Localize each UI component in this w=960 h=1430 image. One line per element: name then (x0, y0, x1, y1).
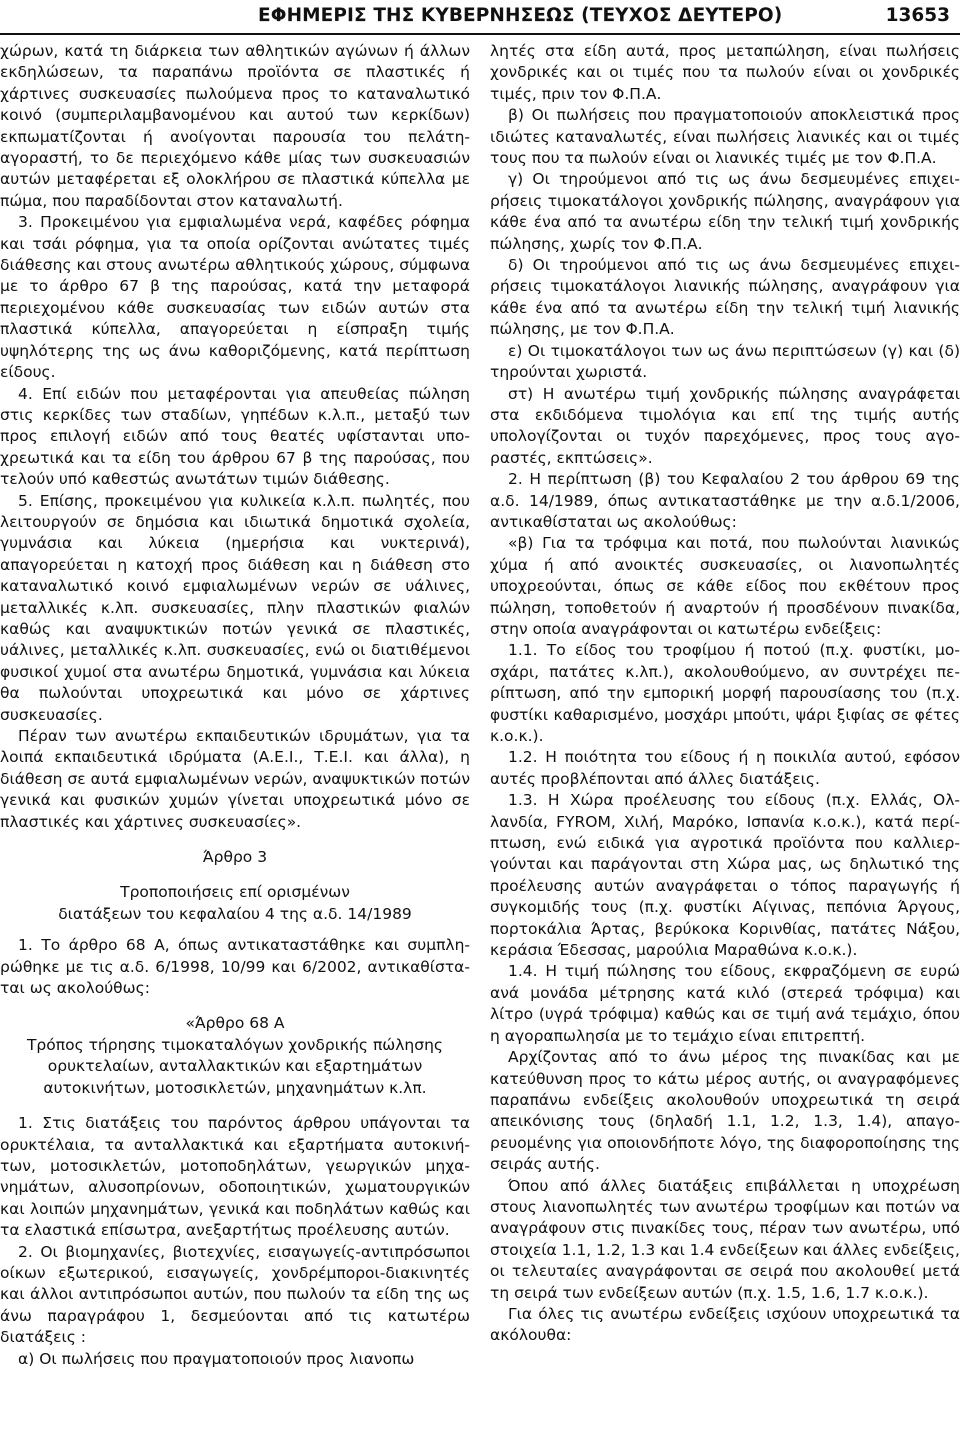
paragraph: 5. Επίσης, προκειμένου για κυλικεία κ.λ.π. πωλητές, που λειτουργούν σε δημόσια και ιδιωτικά δημοτικά σχολεία, γυμνάσια και λύκεια (ημερήσια και νυκτερινά), απαγορεύεται η κατοχή προς διάθεση και η διάθεση στο καταναλωτικό κοινό εμφιαλωμένων νερών σε υάλινες, μεταλλικές κ.λπ. συσκευασίες, πλην πλαστικών φιαλών καθώς και αναψυκτικών ποτών γενικά σε πλαστικές, υάλινες, μεταλλικές κ.λπ. συσκευασίες, ενώ οι διατιθέμενοι φυσικοί χυμοί στα ανωτέρω δημοτικά, γυμνάσια και λύκεια θα πωλούνται υποχρεωτικά και μόνο σε χάρτινες συσκευασίες. (0, 491, 470, 724)
paragraph: Αρχίζοντας από το άνω μέρος της πινακίδας και με κατεύθυνση προς το κάτω μέρος αυτής, οι αναγραφόμενες παραπάνω ενδείξεις ακολουθούν υποχρεωτικά τη σειρά απεικόνισης τους (δηλαδή 1.1, 1.2, 1.3, 1.4), απαγορευομένης για οποιονδήποτε λόγο, της διαφοροποίησης της σειράς αυτής. (490, 1048, 960, 1174)
page-header (0, 0, 960, 34)
paragraph: 1.2. Η ποιότητα του είδους ή η ποικιλία αυτού, εφόσον αυτές προβλέπονται από άλλες διατάξεις. (490, 748, 960, 788)
paragraph: 1. Στις διατάξεις του παρόντος άρθρου υπάγονται τα ορυκτέλαια, τα ανταλλακτικά και εξαρτήματα αυτοκινήτων, μοτοσικλετών, μοτοποδηλάτων, γεωργικών μηχανημάτων, αλυσοπρίονων, οδοποιητικών, χωματουργικών και λοιπών μηχανημάτων, γενικά και ποδηλάτων καθώς και τα ελαστικά επίσωτρα, ανεξαρτήτως προέλευσης αυτών. (0, 1114, 470, 1240)
paragraph: 1.1. Το είδος του τροφίμου ή ποτού (π.χ. φυστίκι, μοσχάρι, πατάτες κ.λπ.), ακολουθούμενο, αν συντρέχει περίπτωση, από την εμπορική μορφή παρουσίασης του (π.χ. φυστίκι καθαρισμένο, μοσχάρι μπούτι, ψάρι ξιφίας σε φέτες κ.ο.κ.). (490, 641, 960, 745)
paragraph: 4. Επί ειδών που μεταφέρονται για απευθείας πώληση στις κερκίδες των σταδίων, γηπέδων κ.λ.π., μεταξύ των προς επιλογή ειδών από τους θεατές υφίστανται υποχρεωτικά και τα είδη του άρθρου 67 β της παρούσας, που τελούν υπό καθεστώς ανωτάτων τιμών διάθεσης. (0, 384, 470, 489)
paragraph: 1.4. Η τιμή πώλησης του είδους, εκφραζόμενη σε ευρώ ανά μονάδα μέτρησης κατά κιλό (στερεά τρόφιμα) και λίτρο (υγρά τρόφιμα) καθώς και σε τιμή ανά τεμάχιο, όπου η αγοραπωλησία με το τεμάχιο είναι επιτρεπτή. (490, 962, 960, 1045)
paragraph: 3. Προκειμένου για εμφιαλωμένα νερά, καφέδες ρόφημα και τσάι ρόφημα, για τα οποία ορίζονται ανώτατες τιμές διάθεσης και στους ανωτέρω αθλητικούς χώρους, σύμφωνα με το άρθρο 67 β της παρούσας, κατά την μεταφορά περιεχομένου κάθε συσκευασίας των ειδών αυτών στα πλαστικά κύπελλα, απαγορεύεται η είσπραξη τιμής υψηλότερης της ως άνω καθοριζόμενης, κατά περίπτωση είδους. (0, 213, 470, 382)
quoted-article-title: ορυκτελαίων, ανταλλακτικών και εξαρτημάτων (47, 1057, 423, 1076)
paragraph: α) Οι πωλήσεις που πραγματοποιούν προς λιανοπω (18, 1349, 415, 1368)
right-column (490, 41, 960, 1426)
paragraph: 2. Η περίπτωση (β) του Κεφαλαίου 2 του άρθρου 69 της α.δ. 14/1989, όπως αντικαταστάθηκε με την α.δ.1/2006, αντικαθίσταται ως ακολούθως: (490, 470, 960, 531)
header-rule (0, 33, 960, 35)
paragraph: 2. Οι βιομηχανίες, βιοτεχνίες, εισαγωγείς-αντιπρόσωποι οίκων εξωτερικού, εισαγωγείς, χονδρέμποροι-διακινητές και άλλοι αντιπρόσωποι αυτών, που πωλούν τα είδη της ως άνω παραγράφου 1, δεσμεύονται από τις κατωτέρω διατάξεις : (0, 1242, 470, 1347)
paragraph: 1. Το άρθρο 68 Α, όπως αντικαταστάθηκε και συμπληρώθηκε με τις α.δ. 6/1998, 10/99 και 6/2002, αντικαθίσταται ως ακολούθως: (0, 936, 470, 998)
paragraph: ε) Οι τιμοκατάλογοι των ως άνω περιπτώσεων (γ) και (δ) τηρούνται χωριστά. (490, 341, 960, 382)
paragraph: γ) Οι τηρούμενοι από τις ως άνω δεσμευμένες επιχειρήσεις τιμοκατάλογοι χονδρικής πώλησης, αναγράφουν για κάθε ένα από τα ανωτέρω είδη την τελική τιμή χονδρικής πώλησης, χωρίς τον Φ.Π.Α. (490, 170, 960, 253)
article-title: Τροποποιήσεις επί ορισμένων (120, 883, 350, 902)
paragraph: Για όλες τις ανωτέρω ενδείξεις ισχύουν υποχρεωτικά τα ακόλουθα: (490, 1304, 960, 1345)
article-heading: Άρθρο 3 (202, 848, 268, 867)
page-number: 13653 (885, 5, 950, 26)
left-column (0, 41, 470, 1426)
paragraph: στ) Η ανωτέρω τιμή χονδρικής πώλησης αναγράφεται στα εκδιδόμενα τιμολόγια και επί της τιμής αυτής υπολογίζονται οι τυχόν παρεχόμενες, προς τους αγοραστές, εκπτώσεις». (490, 384, 960, 467)
quoted-article-title: αυτοκινήτων, μοτοσικλετών, μηχανημάτων κ.λπ. (43, 1078, 427, 1097)
quoted-article-heading: «Άρθρο 68 Α (185, 1014, 285, 1033)
paragraph: λητές στα είδη αυτά, προς μεταπώληση, είναι πωλήσεις χονδρικές και οι τιμές που τα πωλούν είναι οι χονδρικές τιμές, πριν τον Φ.Π.Α. (490, 42, 960, 103)
paragraph: «β) Για τα τρόφιμα και ποτά, που πωλούνται λιανικώς χύμα ή από ανοικτές συσκευασίες, οι λιανοπωλητές υποχρεούνται, όπως σε κάθε είδος που εκθέτουν προς πώληση, τοποθετούν ή αναρτούν ή προσδένουν πινακίδα, στην οποία αναγράφονται οι κατωτέρω ενδείξεις: (490, 534, 960, 638)
paragraph: δ) Οι τηρούμενοι από τις ως άνω δεσμευμένες επιχειρήσεις τιμοκατάλογοι λιανικής πώλησης, αναγράφουν για κάθε ένα από τα ανωτέρω είδη την τελική τιμή λιανικής πώλησης, με τον Φ.Π.Α. (490, 256, 960, 339)
paragraph: β) Οι πωλήσεις που πραγματοποιούν αποκλειστικά προς ιδιώτες καταναλωτές, είναι πωλήσεις λιανικές και οι τιμές τους που τα πωλούν είναι οι λιανικές τιμές με τον Φ.Π.Α. (490, 106, 960, 168)
article-title: διατάξεων του κεφαλαίου 4 της α.δ. 14/1989 (58, 904, 412, 923)
paragraph: 1.3. Η Χώρα προέλευσης του είδους (π.χ. Ελλάς, Ολλανδία, FYROM, Χιλή, Μαρόκο, Ισπανία κ.ο.κ.), κατά περίπτωση, ενώ ειδικά για αγροτικά προϊόντα που καλλιεργούνται και παράγονται στη Χώρα μας, ως δηλωτικό της προέλευσης αυτών αναγράφεται ο τόπος παραγωγής ή συγκομιδής τους (π.χ. φυστίκι Αίγινας, πεπόνια Άργους, πορτοκάλια Άρτας, βερύκοκα Κορινθίας, πατάτες Νάξου, κεράσια Έδεσσας, μαρούλια Μαραθώνα κ.ο.κ.). (490, 791, 960, 960)
paragraph: Πέραν των ανωτέρω εκπαιδευτικών ιδρυμάτων, για τα λοιπά εκπαιδευτικά ιδρύματα (Α.Ε.Ι., Τ.Ε.Ι. και άλλα), η διάθεση σε αυτά εμφιαλωμένων νερών, αναψυκτικών ποτών γενικά και φυσικών χυμών γίνεται υποχρεωτικά μόνο σε πλαστικές και χάρτινες συσκευασίες». (0, 727, 470, 831)
paragraph: Όπου από άλλες διατάξεις επιβάλλεται η υποχρέωση στους λιανοπωλητές των ανωτέρω τροφίμων και ποτών να αναγράφουν στις πινακίδες τους, πέραν των ανωτέρω, υπό στοιχεία 1.1, 1.2, 1.3 και 1.4 ενδείξεων και άλλες ενδείξεις, οι τελευταίες αναγράφονται σε σειρά που ακολουθεί μετά τη σειρά των ενδείξεων αυτών (π.χ. 1.5, 1.6, 1.7 κ.ο.κ.). (490, 1176, 960, 1302)
quoted-article-title: Τρόπος τήρησης τιμοκαταλόγων χονδρικής πώλησης (26, 1035, 444, 1054)
gazette-title: ΕΦΗΜΕΡΙΣ ΤΗΣ ΚΥΒΕΡΝΗΣΕΩΣ (ΤΕΥΧΟΣ ΔΕΥΤΕΡΟ) (258, 5, 783, 26)
paragraph: χώρων, κατά τη διάρκεια των αθλητικών αγώνων ή άλλων εκδηλώσεων, τα παραπάνω προϊόντα σε πλαστικές ή χάρτινες συσκευασίες πωλούμενα προς το καταναλωτικό κοινό (συμπεριλαμβανομένου και αυτού των κερκίδων) εκπωματίζονται ή ανοίγονται παρουσία του πελάτη-αγοραστή, το δε περιεχόμενο κάθε μίας των συσκευασιών αυτών μεταφέρεται εξ ολοκλήρου σε πλαστικά κύπελλα με πώμα, που παραδίδονται στον καταναλωτή. (0, 42, 470, 210)
